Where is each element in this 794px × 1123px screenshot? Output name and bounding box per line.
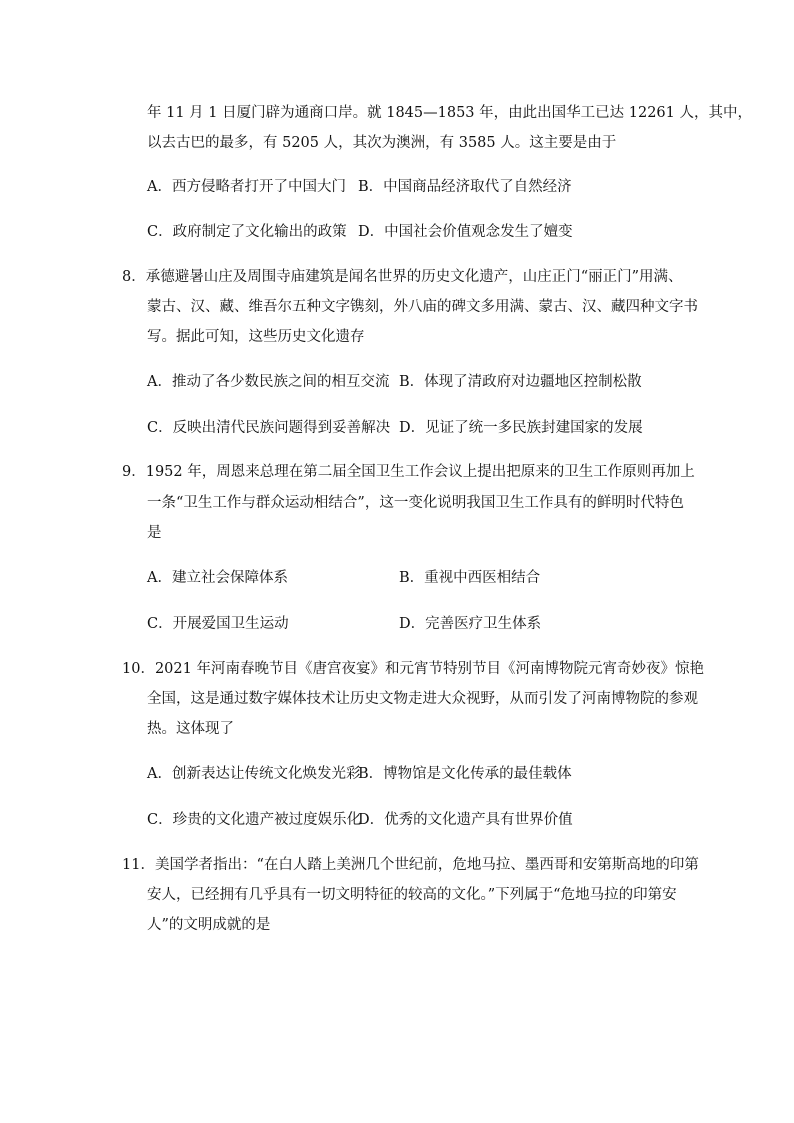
q8-stem-line-3: 写。据此可知，这些历史文化遗存 (147, 329, 365, 345)
q9-option-a[interactable]: A．建立社会保障体系 (147, 570, 288, 586)
q8-option-a[interactable]: A．推动了各少数民族之间的相互交流 (147, 374, 390, 390)
q9-stem-line-1: 9．1952 年，周恩来总理在第二届全国卫生工作会议上提出把原来的卫生工作原则再加上 (122, 464, 695, 480)
q10-stem-line-3: 热。这体现了 (147, 721, 234, 737)
q7-option-d[interactable]: D．中国社会价值观念发生了嬗变 (358, 224, 573, 240)
q7-option-b[interactable]: B．中国商品经济取代了自然经济 (358, 179, 572, 195)
q7-option-c[interactable]: C．政府制定了文化输出的政策 (147, 224, 347, 240)
q10-stem-line-2: 全国，这是通过数字媒体技术让历史文物走进大众视野，从而引发了河南博物院的参观 (147, 691, 698, 707)
q9-option-c[interactable]: C．开展爱国卫生运动 (147, 616, 289, 632)
q11-stem-line-2: 安人，已经拥有几乎具有一切文明特征的较高的文化。”下列属于“危地马拉的印第安 (147, 887, 677, 903)
q9-option-d[interactable]: D．完善医疗卫生体系 (399, 616, 542, 632)
q10-stem-line-1: 10．2021 年河南春晚节目《唐宫夜宴》和元宵节特别节目《河南博物院元宵奇妙夜》惊艳 (122, 661, 704, 677)
q7-stem-line-1: 年 11 月 1 日厦门辟为通商口岸。就 1845—1853 年，由此出国华工已达 12261 人，其中， (147, 105, 752, 121)
q9-option-b[interactable]: B．重视中西医相结合 (399, 570, 541, 586)
q8-option-c[interactable]: C．反映出清代民族问题得到妥善解决 (147, 420, 391, 436)
q10-option-c[interactable]: C．珍贵的文化遗产被过度娱乐化 (147, 812, 362, 828)
q10-option-d[interactable]: D．优秀的文化遗产具有世界价值 (358, 812, 573, 828)
q9-stem-line-2: 一条“卫生工作与群众运动相结合”，这一变化说明我国卫生工作具有的鲜明时代特色 (147, 495, 684, 511)
q10-option-a[interactable]: A．创新表达让传统文化焕发光彩 (147, 766, 361, 782)
q8-option-b[interactable]: B．体现了清政府对边疆地区控制松散 (399, 374, 642, 390)
q8-stem-line-1: 8．承德避暑山庄及周围寺庙建筑是闻名世界的历史文化遗产，山庄正门“丽正门”用满、 (122, 269, 683, 285)
q9-stem-line-3: 是 (147, 525, 162, 541)
q8-stem-line-2: 蒙古、汉、藏、维吾尔五种文字镌刻，外八庙的碑文多用满、蒙古、汉、藏四种文字书 (147, 299, 698, 315)
q11-stem-line-3: 人”的文明成就的是 (147, 917, 271, 933)
q10-option-b[interactable]: B．博物馆是文化传承的最佳载体 (358, 766, 572, 782)
q7-stem-line-2: 以去古巴的最多，有 5205 人，其次为澳洲，有 3585 人。这主要是由于 (147, 135, 617, 151)
q11-stem-line-1: 11．美国学者指出：“在白人踏上美洲几个世纪前，危地马拉、墨西哥和安第斯高地的印第 (122, 857, 699, 873)
q8-option-d[interactable]: D．见证了统一多民族封建国家的发展 (399, 420, 643, 436)
q7-option-a[interactable]: A．西方侵略者打开了中国大门 (147, 179, 346, 195)
